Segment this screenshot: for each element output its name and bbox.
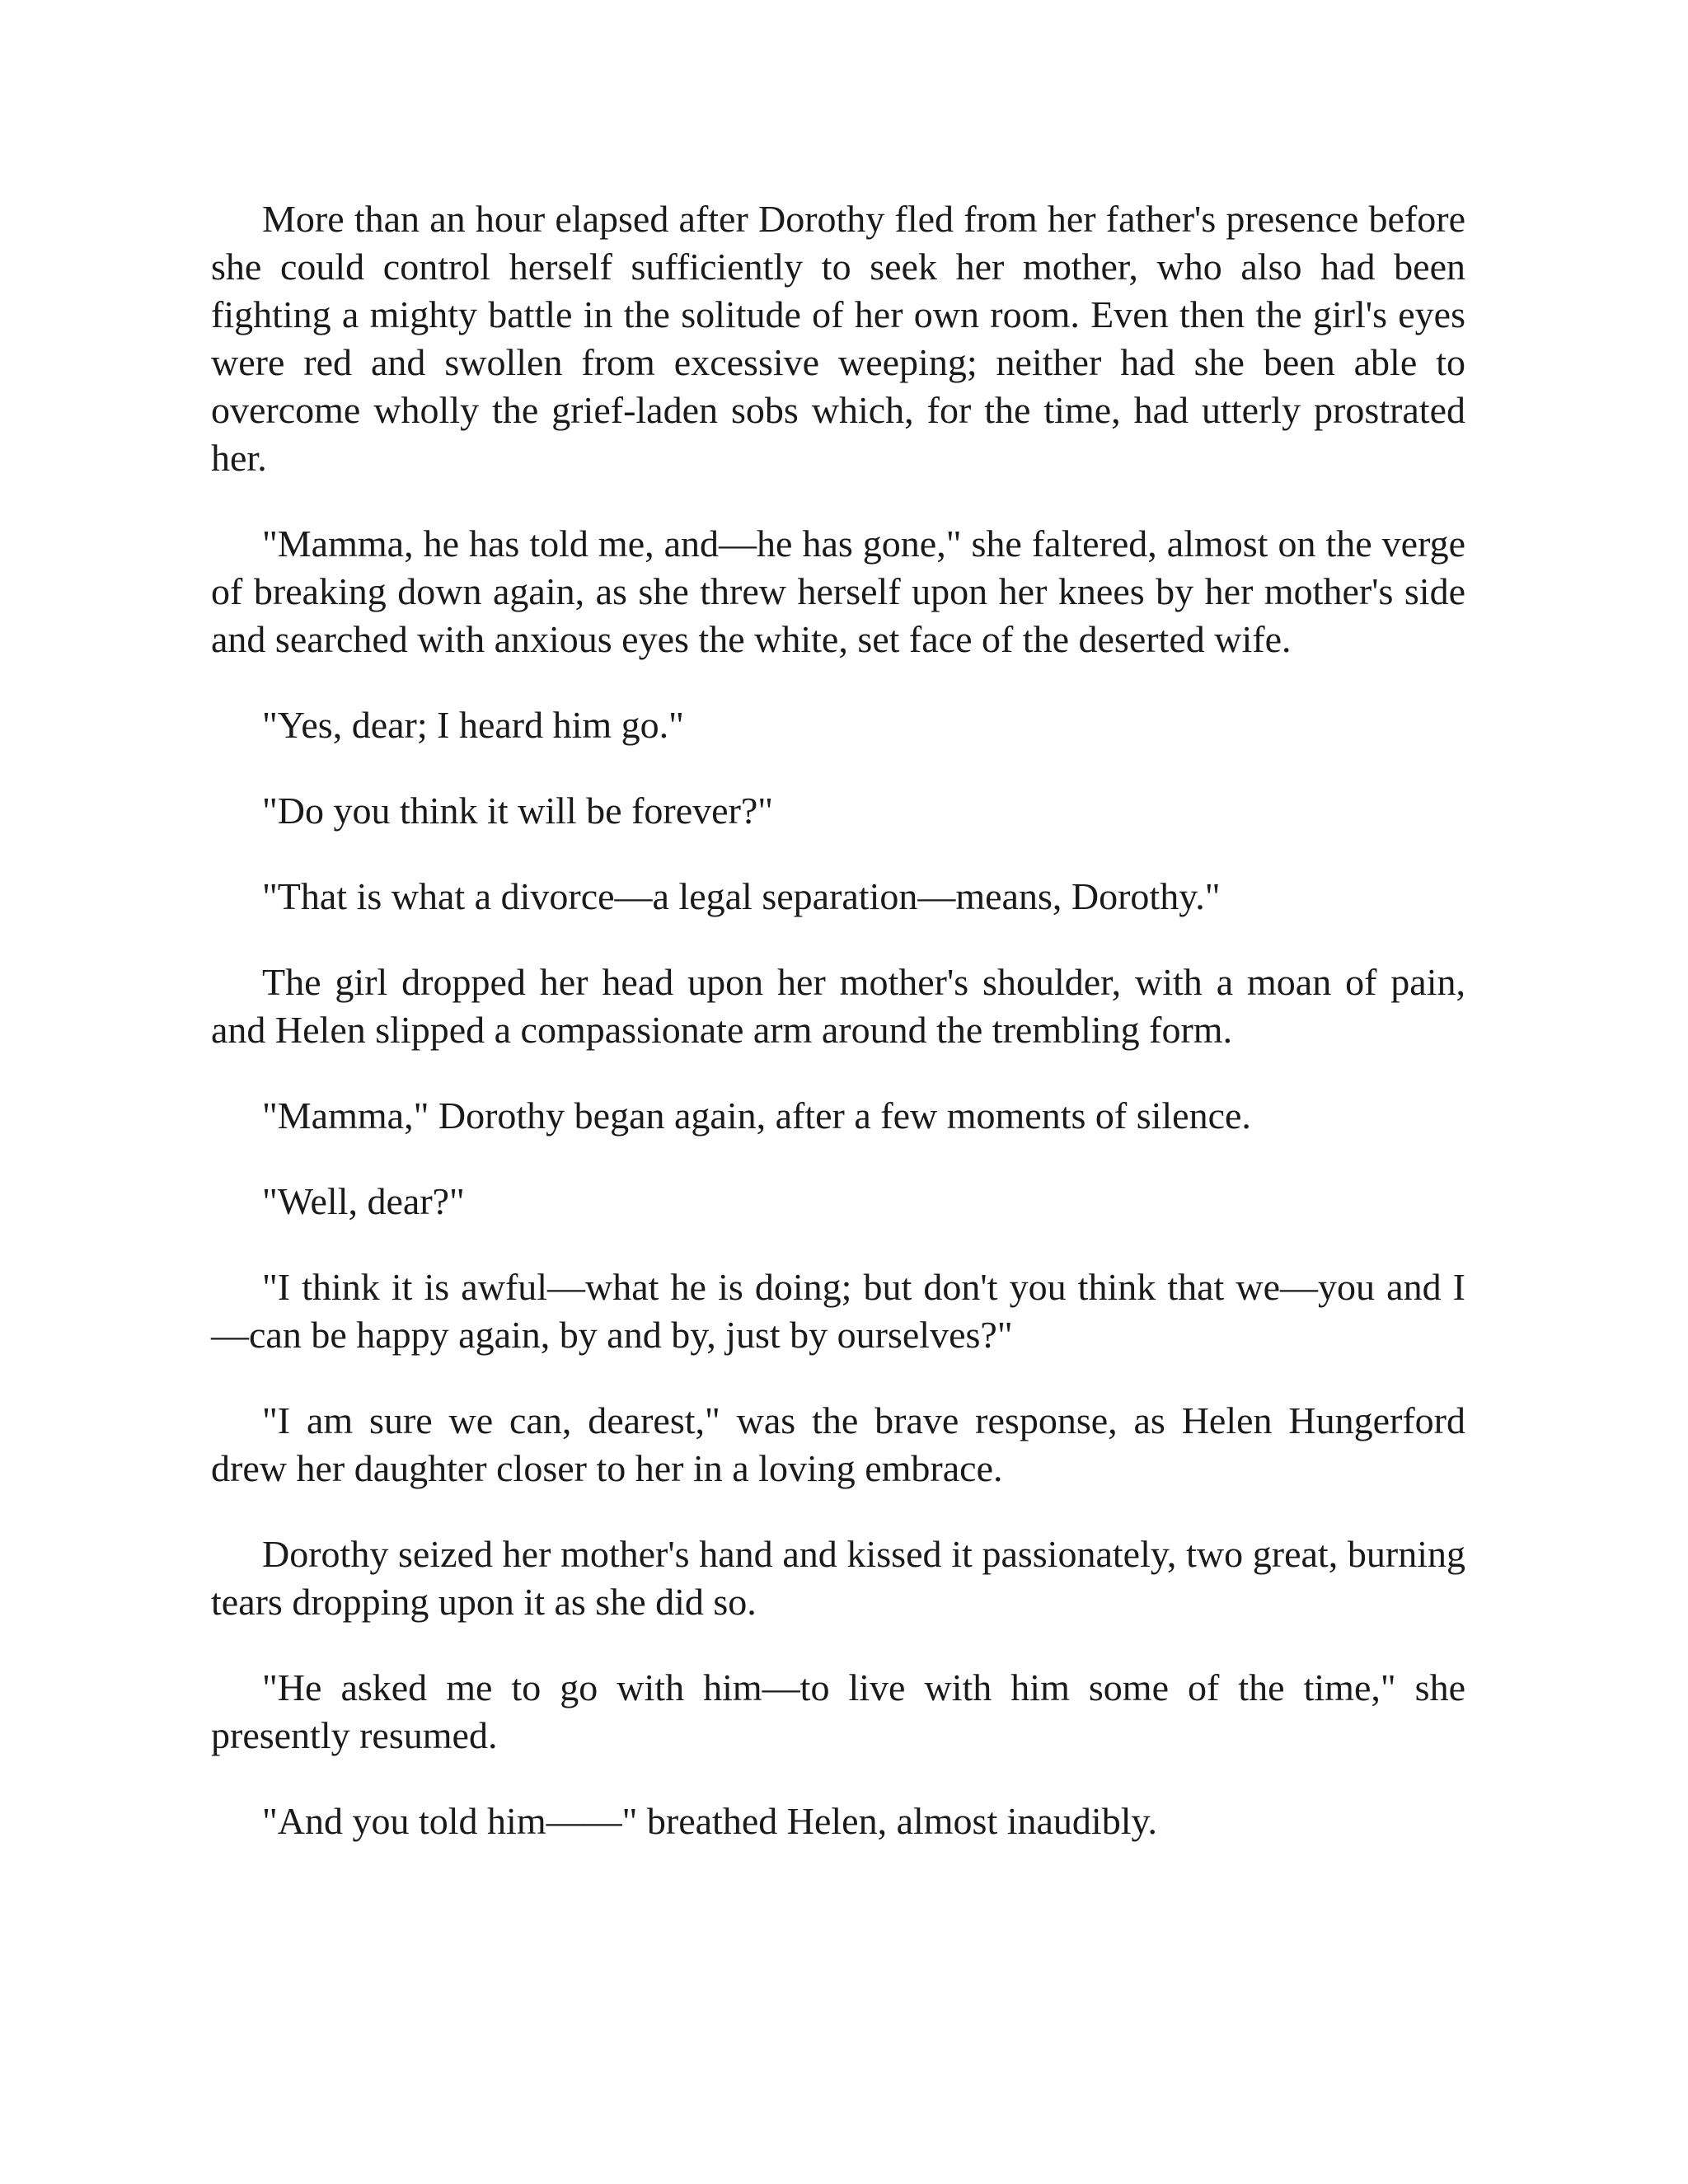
- paragraph-10: "I am sure we can, dearest," was the brave response, as Helen Hungerford drew her daughter closer to her in a loving embrace.: [211, 1399, 1465, 1489]
- paragraph-9: "I think it is awful—what he is doing; but don't you think that we—you and I—can be happy again, by and by, just by ourselves?": [211, 1266, 1465, 1356]
- paragraph-12: "He asked me to go with him—to live with him some of the time," she presently resumed.: [211, 1666, 1465, 1756]
- paragraph-4: "Do you think it will be forever?": [262, 790, 774, 832]
- paragraph-1: More than an hour elapsed after Dorothy fled from her father's presence before she could control herself sufficiently to seek her mother, who also had been fighting a mighty battle in the solitude of her own room. Even then the girl's eyes were red and swollen from excessive weeping; neither had she been able to overcome wholly the grief-laden sobs which, for the time, had utterly prostrated her.: [211, 198, 1465, 479]
- paragraph-3: "Yes, dear; I heard him go.": [262, 704, 684, 746]
- paragraph-8: "Well, dear?": [262, 1180, 465, 1222]
- paragraph-6: The girl dropped her head upon her mother's shoulder, with a moan of pain, and Helen slipped a compassionate arm around the trembling form.: [211, 961, 1465, 1051]
- page-body: [211, 195, 1465, 1845]
- paragraph-5: "That is what a divorce—a legal separation—means, Dorothy.": [262, 875, 1221, 917]
- paragraph-2: "Mamma, he has told me, and—he has gone," she faltered, almost on the verge of breaking down again, as she threw herself upon her knees by her mother's side and searched with anxious eyes the white, set face of the deserted wife.: [211, 523, 1465, 660]
- paragraph-7: "Mamma," Dorothy began again, after a few moments of silence.: [262, 1094, 1251, 1137]
- paragraph-11: Dorothy seized her mother's hand and kissed it passionately, two great, burning tears dropping upon it as she did so.: [211, 1533, 1465, 1623]
- paragraph-13: "And you told him——" breathed Helen, almost inaudibly.: [262, 1800, 1158, 1842]
